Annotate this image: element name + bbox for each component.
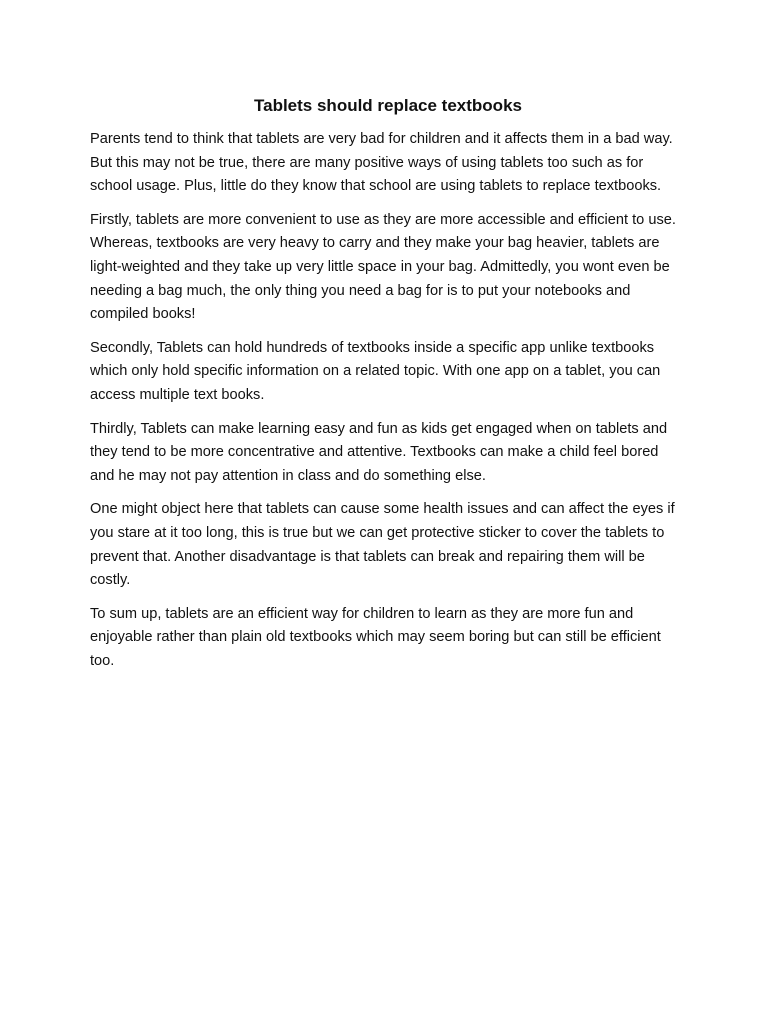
document-title: Tablets should replace textbooks [254, 96, 522, 115]
paragraph-firstly: Firstly, tablets are more convenient to use as they are more accessible and efficient to use. Whereas, textbooks are very heavy to carry and they make your bag heavier, tablets are light-weighted and they take up very little space in your bag. Admittedly, you wont even be needing a bag much, the only thing you need a bag for is to put your notebooks and compiled books! [90, 211, 676, 323]
paragraph-objection: One might object here that tablets can cause some health issues and can affect the eyes if you stare at it too long, this is true but we can get protective sticker to cover the tablets to prevent that. Another disadvantage is that tablets can break and repairing them will be costly. [90, 501, 675, 589]
document-page [90, 94, 686, 683]
paragraph-conclusion: To sum up, tablets are an efficient way for children to learn as they are more fun and enjoyable rather than plain old textbooks which may seem boring but can still be efficient too. [90, 605, 661, 669]
paragraph-intro: Parents tend to think that tablets are very bad for children and it affects them in a bad way. But this may not be true, there are many positive ways of using tablets too such as for school usage. Plus, little do they know that school are using tablets to replace textbooks. [90, 131, 673, 195]
paragraph-thirdly: Thirdly, Tablets can make learning easy and fun as kids get engaged when on tablets and they tend to be more concentrative and attentive. Textbooks can make a child feel bored and he may not pay attention in class and do something else. [90, 420, 668, 484]
paragraph-secondly: Secondly, Tablets can hold hundreds of textbooks inside a specific app unlike textbooks which only hold specific information on a related topic. With one app on a tablet, you can access multiple text books. [90, 339, 661, 403]
